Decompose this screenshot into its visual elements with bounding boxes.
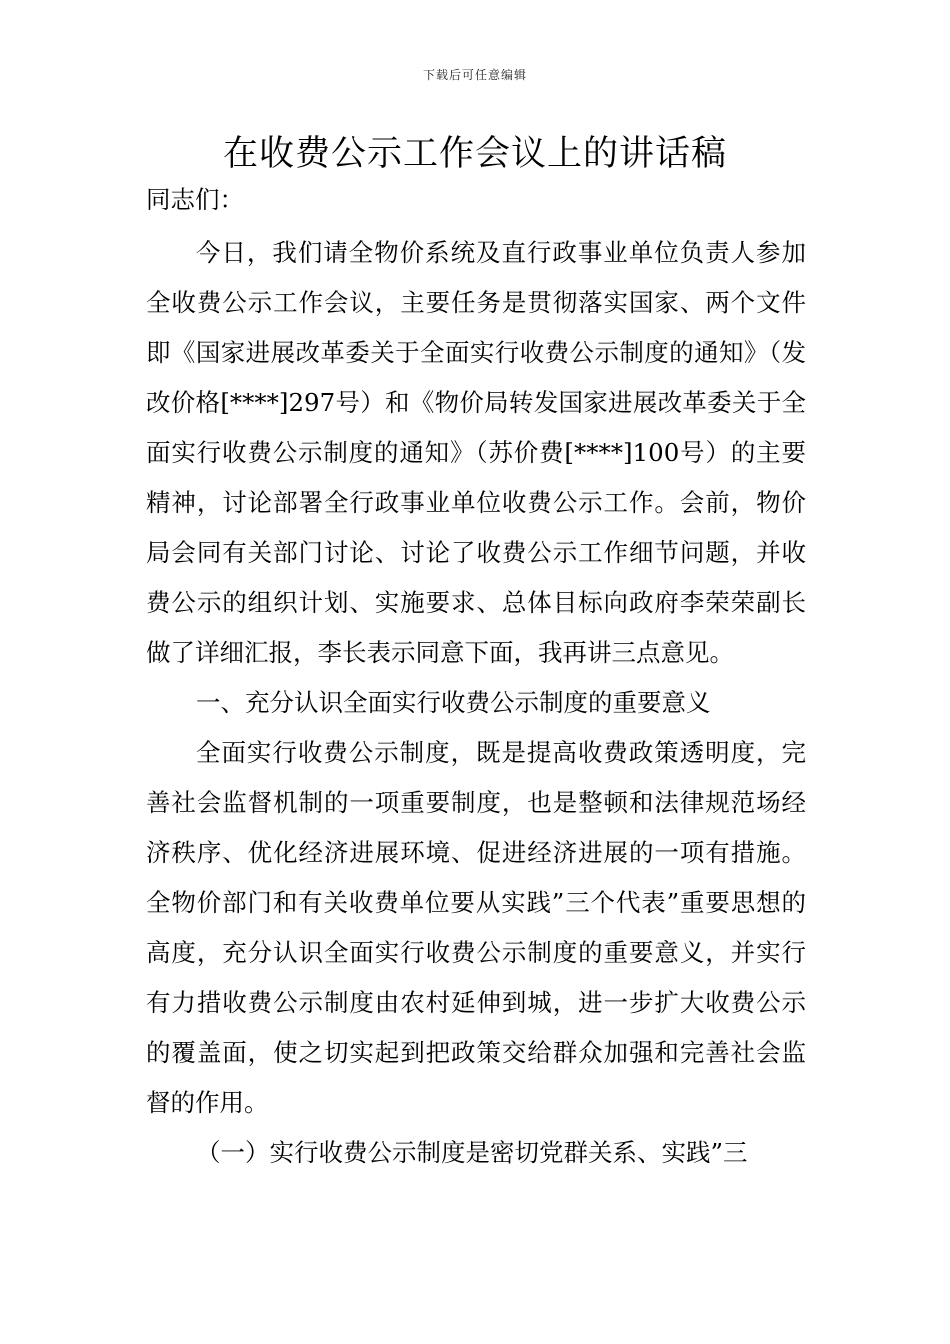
paragraph-intro: 今日，我们请全物价系统及直行政事业单位负责人参加全收费公示工作会议，主要任务是贯彻落实国家、两个文件即《国家进展改革委关于全面实行收费公示制度的通知》（发改价格[****]297号）和《物价局转发国家进展改革委关于全面实行收费公示制度的通知》（苏价费[****]100号）的主要精神，讨论部署全行政事业单位收费公示工作。会前，物价局会同有关部门讨论、讨论了收费公示工作细节问题，并收费公示的组织计划、实施要求、总体目标向政府李荣荣副长做了详细汇报，李长表示同意下面，我再讲三点意见。 [146,238,806,667]
document-title: 在收费公示工作会议上的讲话稿 [222,134,727,174]
paragraph-significance: 全面实行收费公示制度，既是提高收费政策透明度，完善社会监督机制的一项重要制度，也是整顿和法律规范场经济秩序、优化经济进展环境、促进经济进展的一项有措施。全物价部门和有关收费单位要从实践”三个代表”重要思想的高度，充分认识全面实行收费公示制度的重要意义，并实行有力措收费公示制度由农村延伸到城，进一步扩大收费公示的覆盖面，使之切实起到把政策交给群众加强和完善社会监督的作用。 [146,738,806,1117]
salutation: 同志们： [146,185,244,214]
header-note: 下载后可任意编辑 [422,68,527,82]
section-heading-1: 一、充分认识全面实行收费公示制度的重要意义 [196,688,711,717]
subsection-heading-1: （一）实行收费公示制度是密切党群关系、实践”三 [196,1138,748,1167]
document-body [146,178,806,1178]
